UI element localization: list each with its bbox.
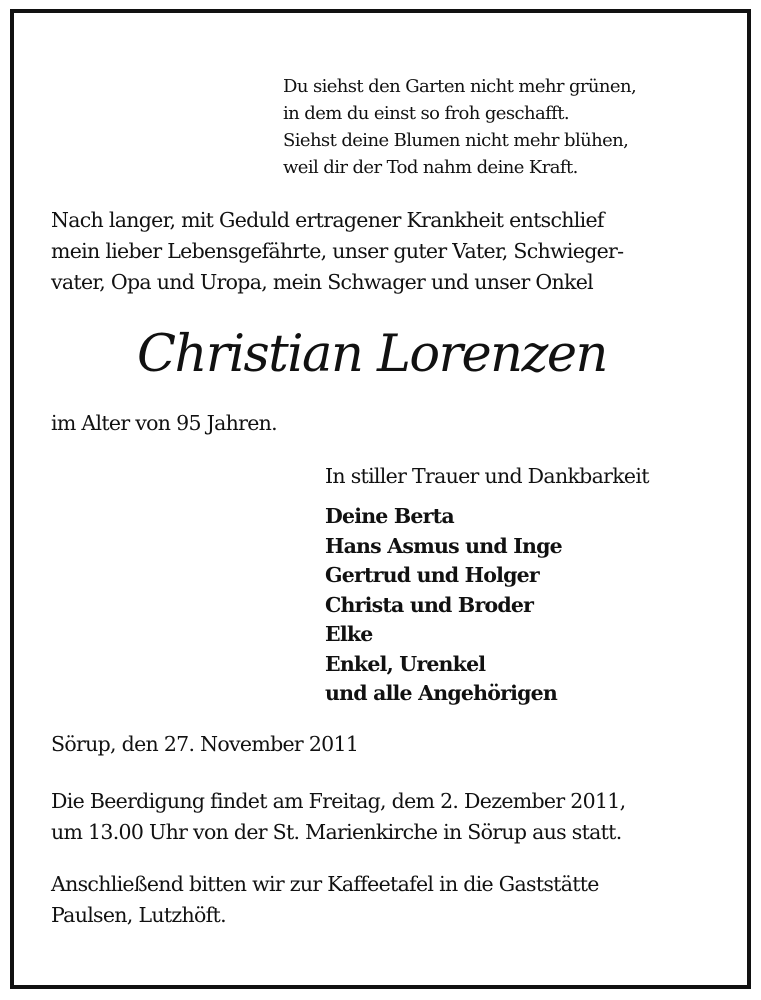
place-date: Sörup, den 27. November 2011 [51, 732, 359, 756]
family-member: Christa und Broder [325, 592, 534, 617]
poem-verse [283, 73, 636, 181]
death-announcement-text [51, 205, 623, 298]
coffee-info [51, 869, 599, 931]
family-member: Elke [325, 622, 373, 646]
mourning-text: In stiller Trauer und Dankbarkeit [325, 464, 649, 488]
funeral-line: Die Beerdigung findet am Freitag, dem 2. Dezember 2011, [51, 789, 626, 813]
family-member: Hans Asmus und Inge [325, 533, 562, 558]
coffee-line: Paulsen, Lutzhöft. [51, 903, 226, 927]
age-text: im Alter von 95 Jahren. [51, 411, 277, 435]
poem-line: Siehst deine Blumen nicht mehr blühen, [283, 130, 629, 151]
poem-line: weil dir der Tod nahm deine Kraft. [283, 157, 578, 178]
family-list [325, 502, 562, 709]
intro-line: Nach langer, mit Geduld ertragener Krankheit entschlief [51, 208, 604, 232]
funeral-info [51, 786, 625, 848]
family-member: Gertrud und Holger [325, 563, 539, 587]
poem-line: in dem du einst so froh geschafft. [283, 103, 569, 124]
intro-line: mein lieber Lebensgefährte, unser guter Vater, Schwieger- [51, 239, 624, 263]
intro-line: vater, Opa und Uropa, mein Schwager und unser Onkel [51, 270, 594, 294]
family-member: und alle Angehörigen [325, 681, 557, 705]
funeral-line: um 13.00 Uhr von der St. Marienkirche in Sörup aus statt. [51, 820, 622, 844]
family-member: Enkel, Urenkel [325, 651, 486, 676]
family-member: Deine Berta [325, 504, 454, 528]
deceased-name: Christian Lorenzen [137, 325, 607, 384]
coffee-line: Anschließend bitten wir zur Kaffeetafel in die Gaststätte [51, 872, 599, 896]
poem-line: Du siehst den Garten nicht mehr grünen, [283, 76, 637, 97]
